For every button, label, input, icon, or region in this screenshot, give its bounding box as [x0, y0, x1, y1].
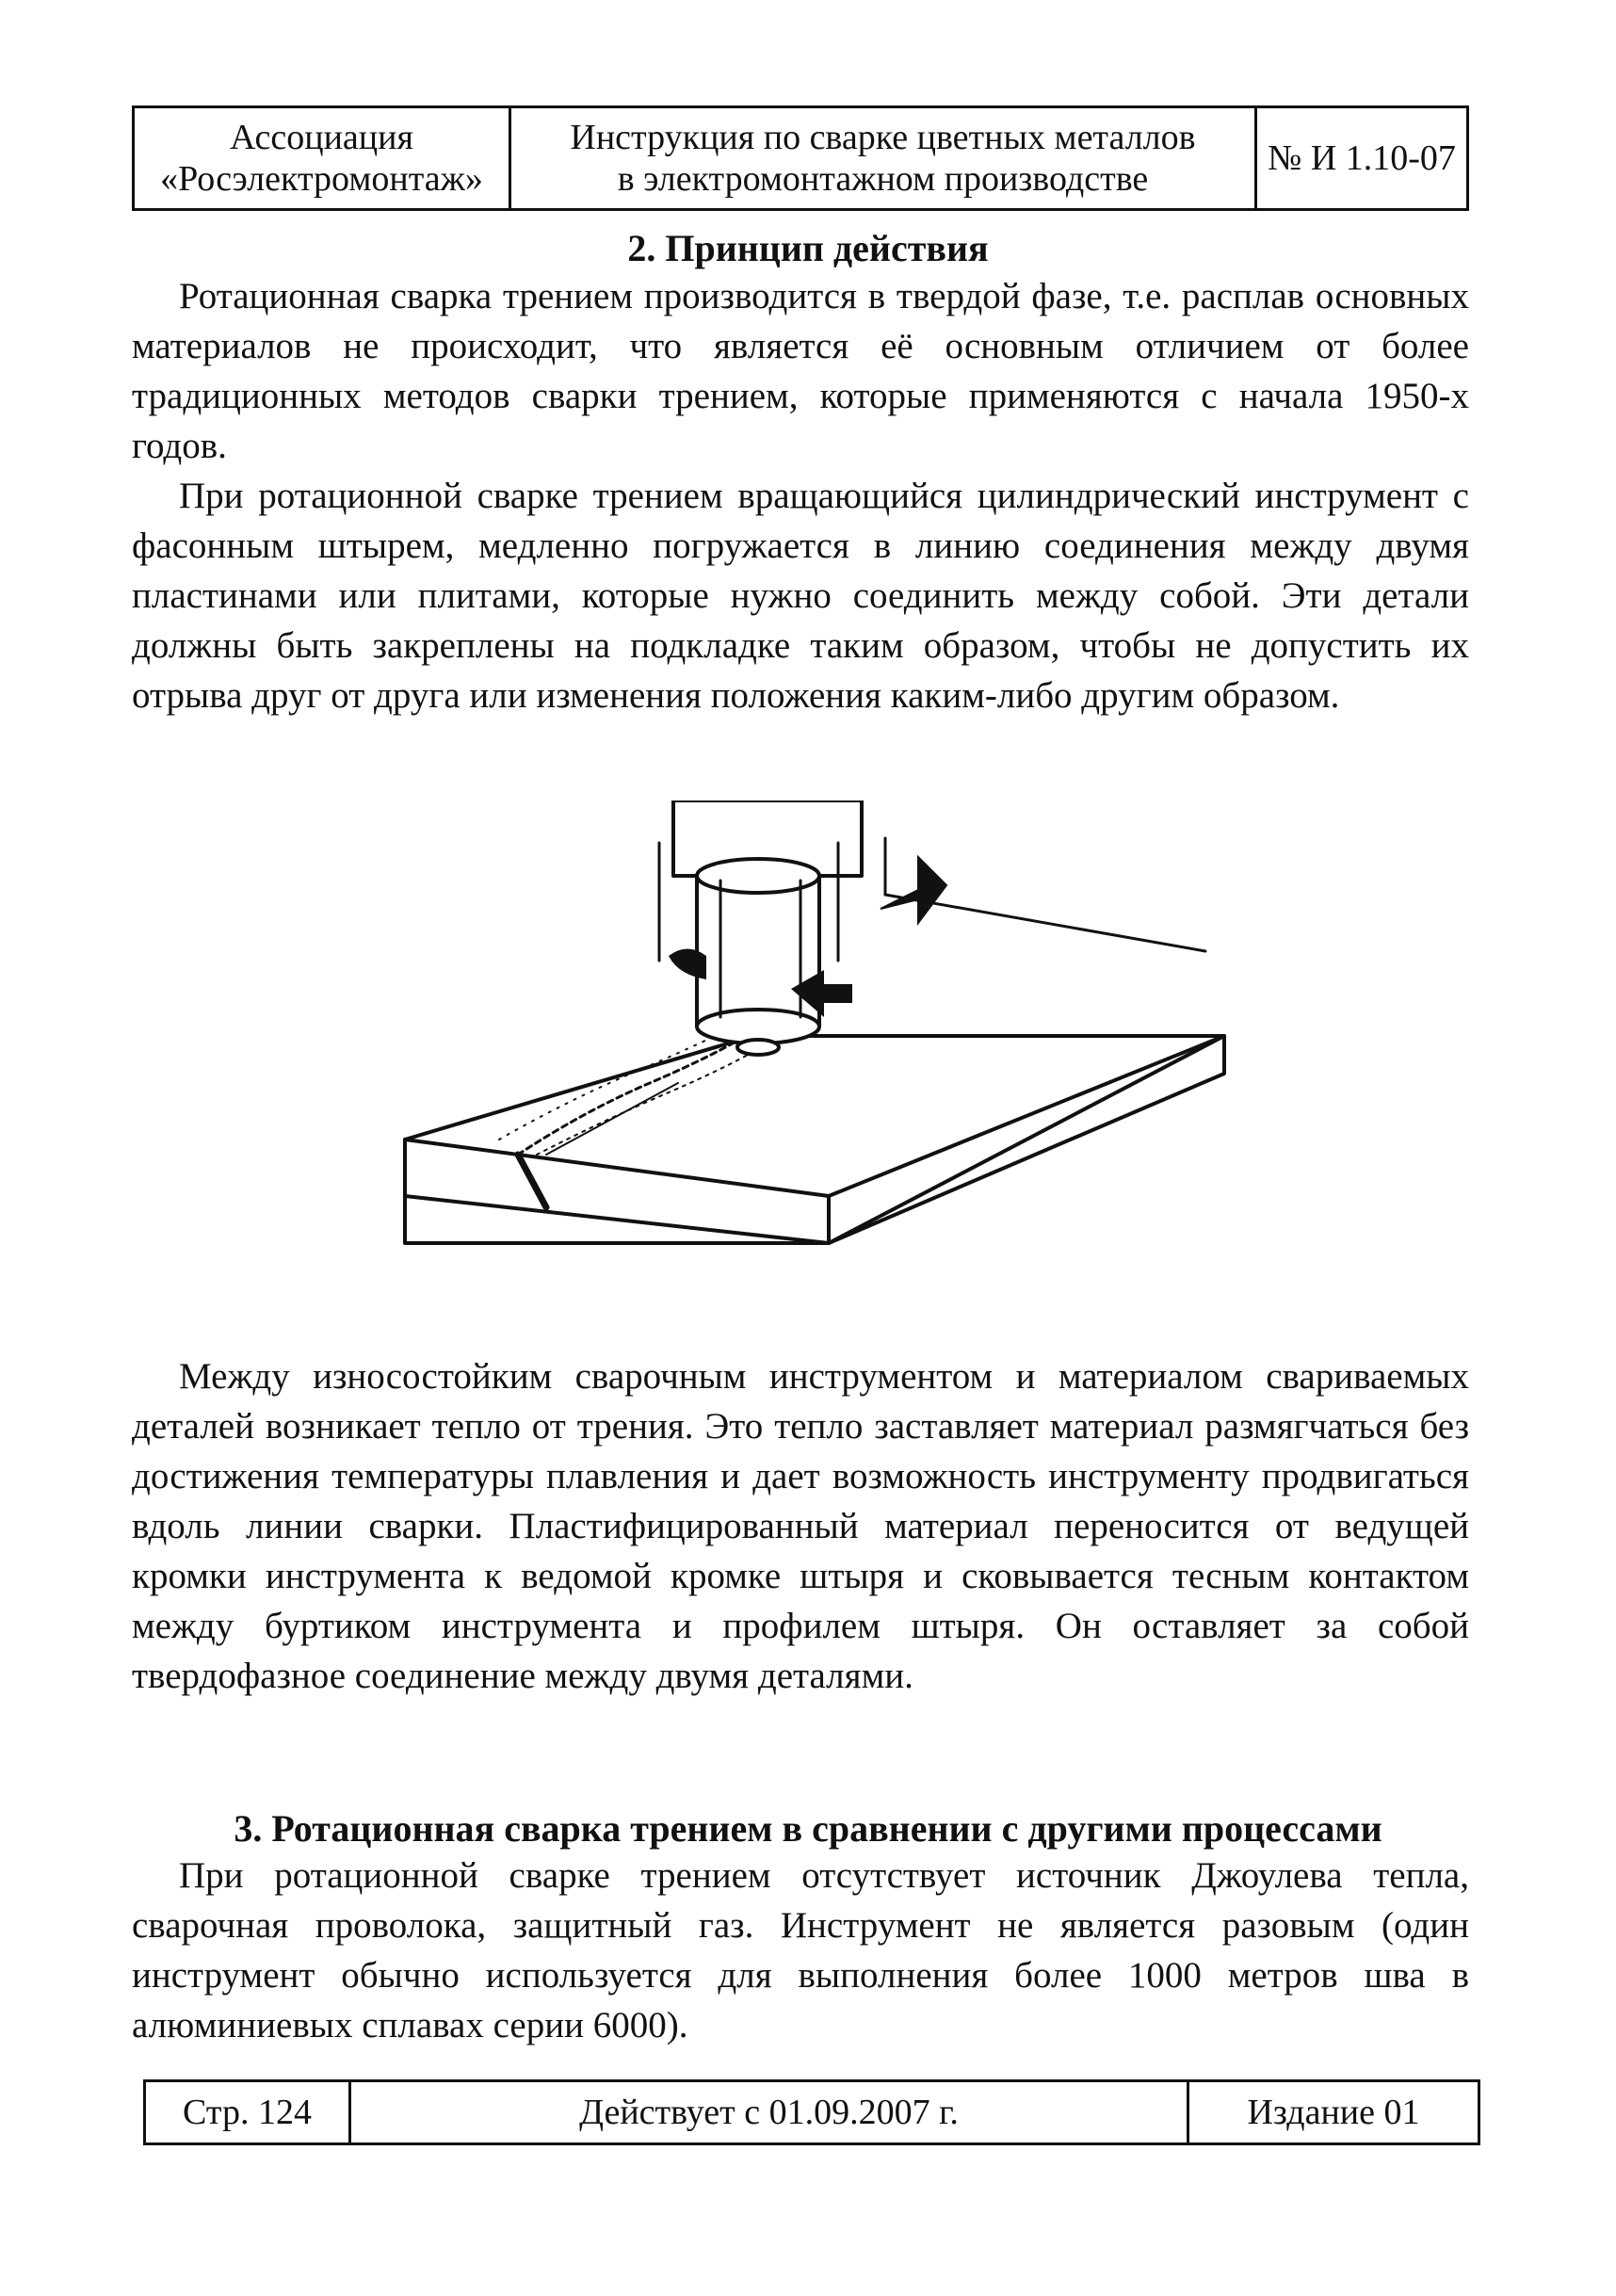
edition-number: Издание 01 — [1247, 2093, 1420, 2132]
footer-page-cell — [146, 2082, 351, 2142]
plate-top-surface — [405, 1036, 1224, 1243]
header-number-cell — [1257, 108, 1466, 208]
document-footer-table — [143, 2079, 1480, 2145]
section-2-paragraph-2: При ротационной сварке трением вращающийся цилиндрический инструмент с фасонным штырем, медленно погружается в линию соединения между двумя пластинами или плитами, которые нужно соединить между собой. Эти детали должны быть закреплены на подкладке таким образом, чтобы не допустить их отрыва друг от друга или изменения положения каким-либо другим образом. — [132, 476, 1469, 716]
section-2-heading: 2. Принцип действия — [627, 227, 989, 269]
document-header-table — [132, 105, 1469, 211]
footer-effective-cell — [351, 2082, 1189, 2142]
document-title-line-1: Инструкция по сварке цветных металлов — [570, 118, 1196, 157]
travel-direction-arrow-icon — [881, 857, 946, 923]
rotation-arrow-icon — [669, 949, 706, 980]
section-2-paragraph-1: Ротационная сварка трением производится в твердой фазе, т.е. расплав основных материалов не происходит, что является её основным отличием от более традиционных методов сварки трением, которые применяются с начала 1950-х годов. — [132, 276, 1469, 466]
section-2-paragraph-3: Между износостойким сварочным инструментом и материалом свариваемых деталей возникает тепло от трения. Это тепло заставляет материал размягчаться без достижения температуры плавления и дает возможность инструменту продвигаться вдоль линии сварки. Пластифицированный материал переносится от ведущей кромки инструмента к ведомой кромке штыря и сковывается тесным контактом между буртиком инструмента и профилем штыря. Он оставляет за собой твердофазное соединение между двумя деталями. — [132, 1356, 1469, 1696]
effective-date: Действует с 01.09.2007 г. — [579, 2093, 959, 2132]
section-3-paragraph-1: При ротационной сварке трением отсутствует источник Джоулева тепла, сварочная проволока, защитный газ. Инструмент не является разовым (один инструмент обычно используется для выполнения более 1000 метров шва в алюминиевых сплавах серии 6000). — [132, 1855, 1469, 2045]
section-3-heading: 3. Ротационная сварка трением в сравнении с другими процессами — [234, 1807, 1382, 1850]
document-number: № И 1.10-07 — [1268, 138, 1456, 178]
document-title-line-2: в электромонтажном производстве — [617, 159, 1149, 199]
tool-pin — [737, 1040, 779, 1055]
organization-line-2: «Росэлектромонтаж» — [160, 159, 483, 199]
page-number: Стр. 124 — [183, 2093, 312, 2132]
organization-line-1: Ассоциация — [230, 118, 413, 157]
footer-edition-cell — [1189, 2082, 1478, 2142]
header-title-cell — [511, 108, 1257, 208]
header-organization-cell — [135, 108, 511, 208]
friction-stir-welding-illustration — [396, 800, 1243, 1290]
